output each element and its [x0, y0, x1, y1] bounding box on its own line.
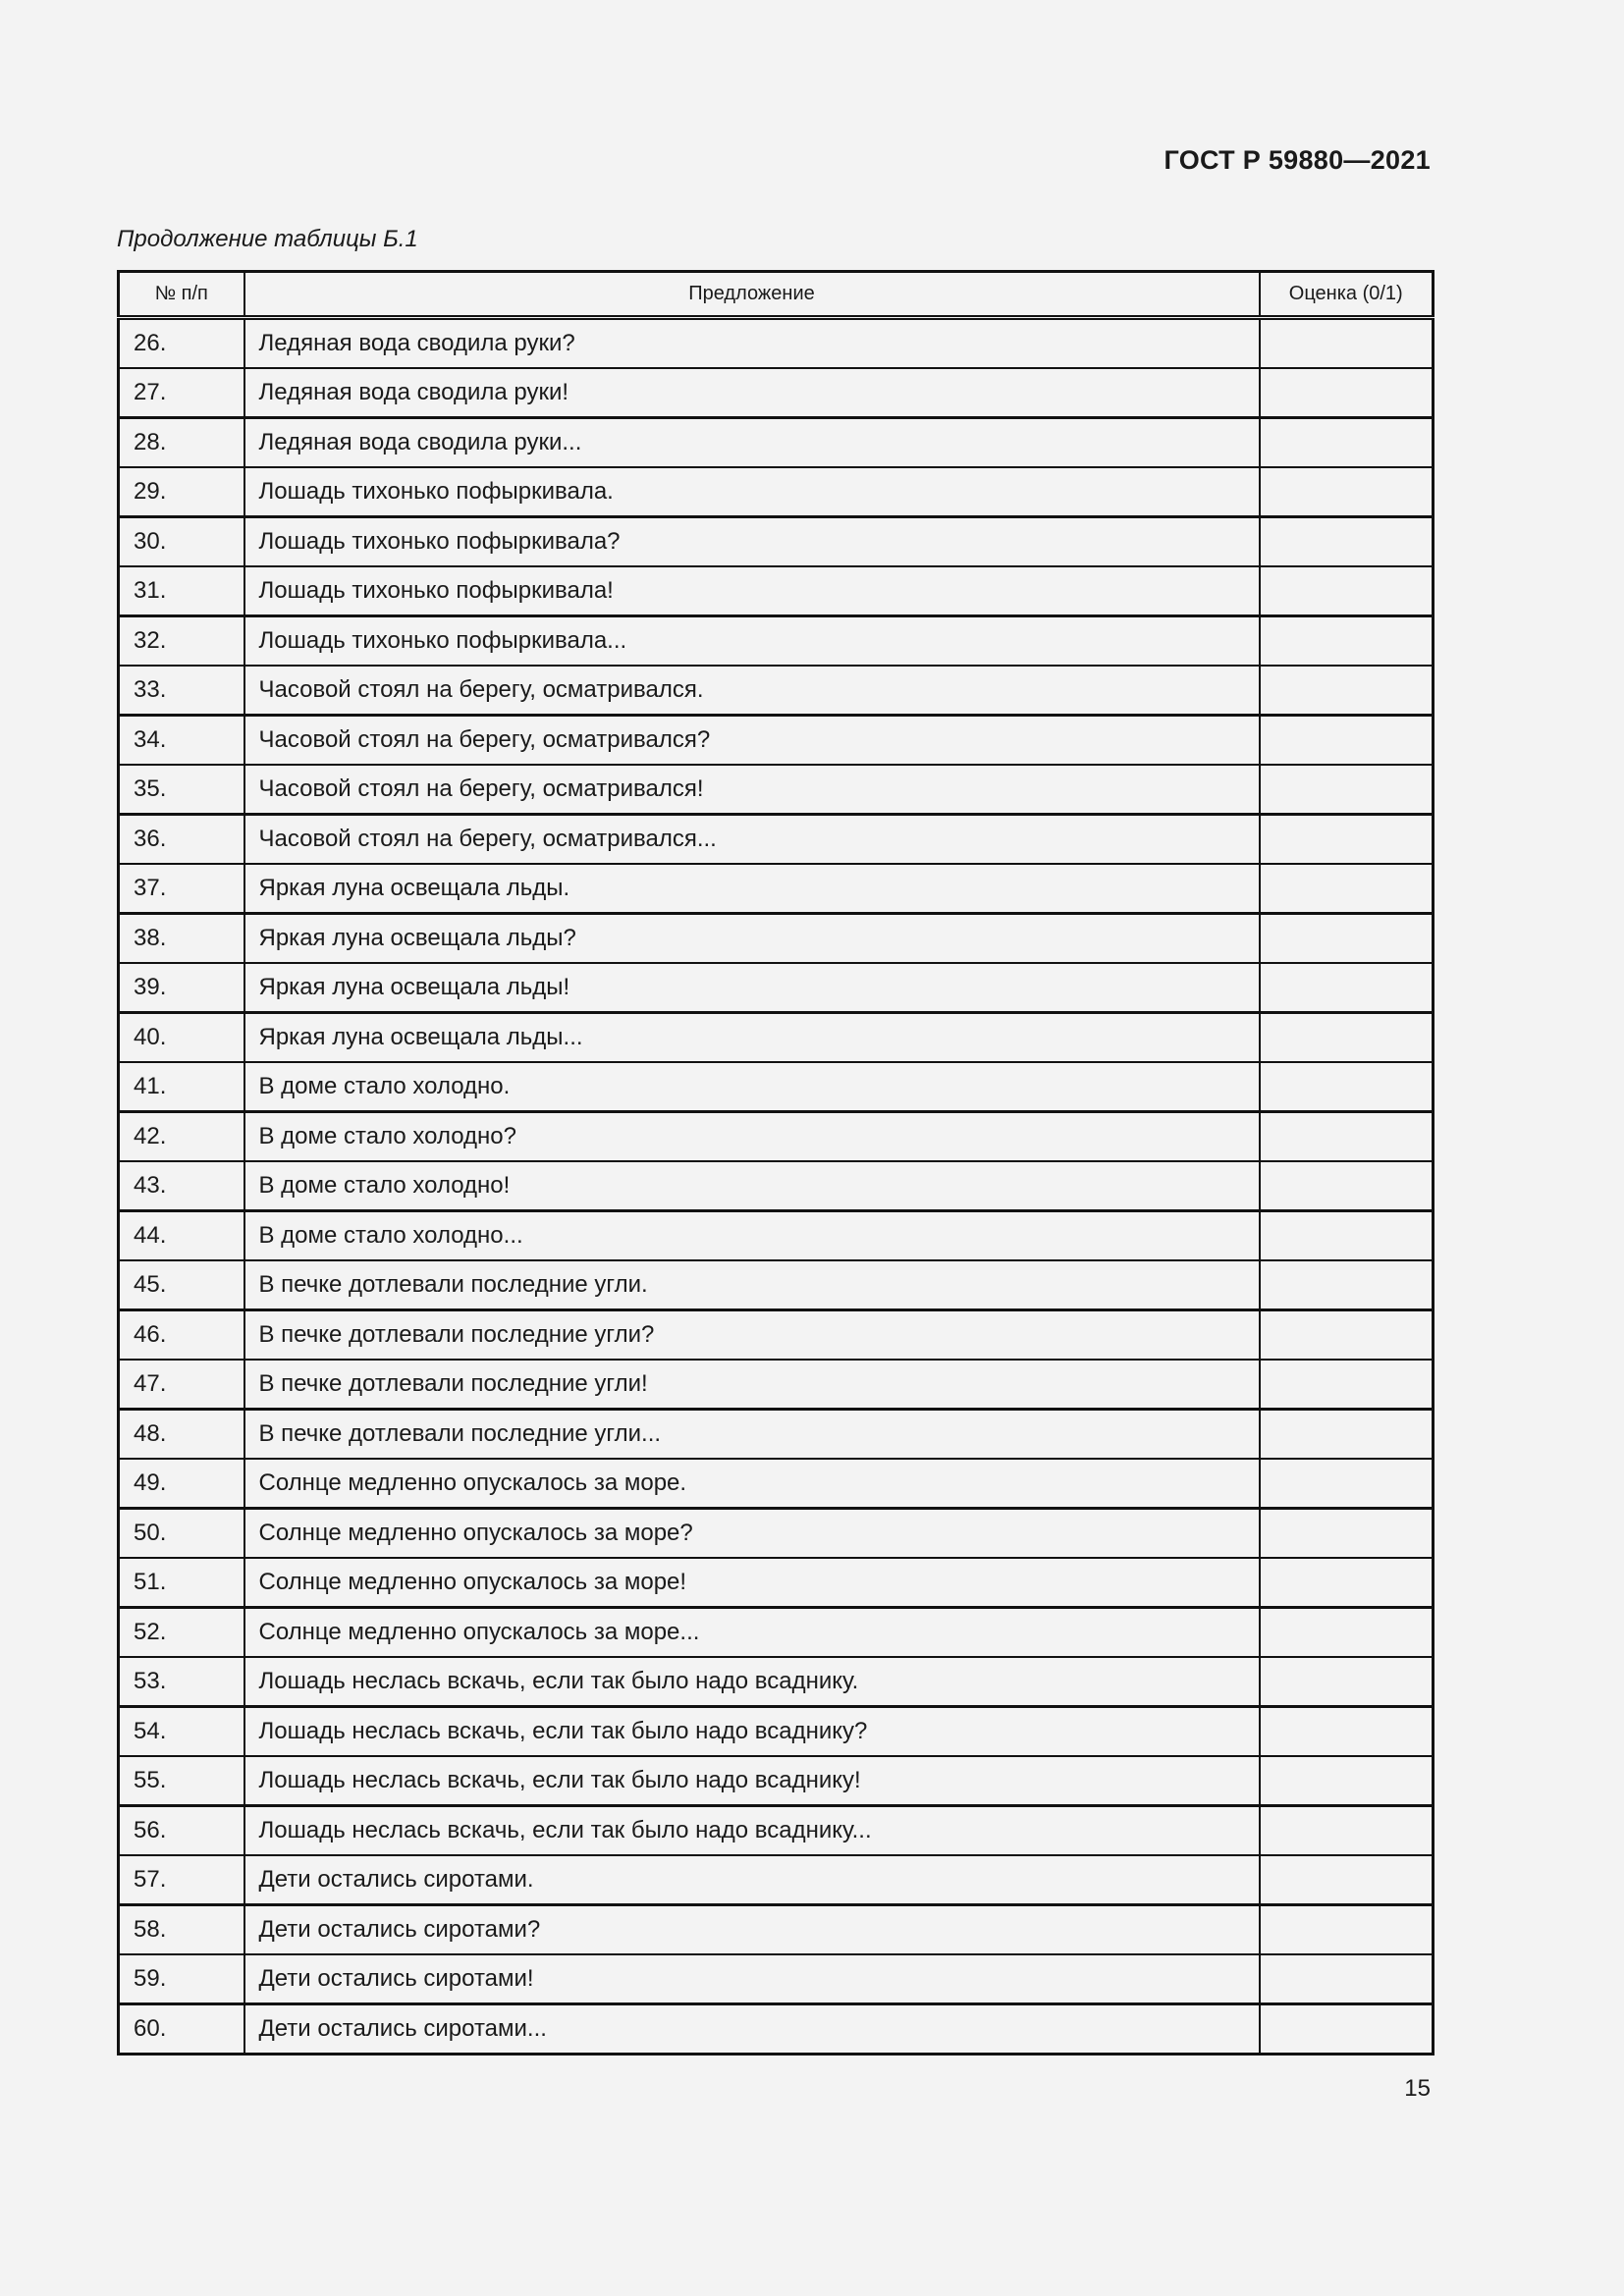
- sentence-cell: В печке дотлевали последние угли?: [244, 1310, 1260, 1361]
- sentence-cell: Яркая луна освещала льды?: [244, 914, 1260, 964]
- column-header-number: № п/п: [119, 272, 244, 318]
- row-number: 37.: [119, 864, 244, 914]
- row-number: 48.: [119, 1410, 244, 1460]
- table-row: [119, 566, 1434, 616]
- sentence-cell: Часовой стоял на берегу, осматривался...: [244, 815, 1260, 865]
- row-number: 34.: [119, 716, 244, 766]
- sentence-cell: Солнце медленно опускалось за море?: [244, 1509, 1260, 1559]
- table-caption: Продолжение таблицы Б.1: [117, 226, 418, 252]
- score-cell[interactable]: [1260, 765, 1434, 815]
- table-body: [119, 318, 1434, 2055]
- table-row: [119, 517, 1434, 567]
- row-number: 26.: [119, 318, 244, 369]
- sentence-cell: Ледяная вода сводила руки...: [244, 418, 1260, 468]
- row-number: 45.: [119, 1260, 244, 1310]
- sentence-cell: Часовой стоял на берегу, осматривался!: [244, 765, 1260, 815]
- table-row: [119, 1161, 1434, 1211]
- row-number: 50.: [119, 1509, 244, 1559]
- score-cell[interactable]: [1260, 666, 1434, 716]
- row-number: 36.: [119, 815, 244, 865]
- table-row: [119, 318, 1434, 369]
- score-cell[interactable]: [1260, 318, 1434, 369]
- sentence-cell: В доме стало холодно?: [244, 1112, 1260, 1162]
- score-cell[interactable]: [1260, 1806, 1434, 1856]
- score-cell[interactable]: [1260, 418, 1434, 468]
- sentence-cell: В печке дотлевали последние угли.: [244, 1260, 1260, 1310]
- score-cell[interactable]: [1260, 1310, 1434, 1361]
- table-row: [119, 1657, 1434, 1707]
- score-cell[interactable]: [1260, 1062, 1434, 1112]
- table-row: [119, 1855, 1434, 1905]
- row-number: 33.: [119, 666, 244, 716]
- table-row: [119, 864, 1434, 914]
- sentence-cell: В доме стало холодно!: [244, 1161, 1260, 1211]
- score-cell[interactable]: [1260, 1707, 1434, 1757]
- row-number: 60.: [119, 2004, 244, 2055]
- sentence-cell: Лошадь неслась вскачь, если так было надо всаднику.: [244, 1657, 1260, 1707]
- table-row: [119, 616, 1434, 667]
- row-number: 40.: [119, 1013, 244, 1063]
- score-cell[interactable]: [1260, 864, 1434, 914]
- row-number: 28.: [119, 418, 244, 468]
- page-number: 15: [1404, 2075, 1431, 2102]
- row-number: 35.: [119, 765, 244, 815]
- row-number: 51.: [119, 1558, 244, 1608]
- table-row: [119, 963, 1434, 1013]
- score-cell[interactable]: [1260, 1410, 1434, 1460]
- table-row: [119, 1260, 1434, 1310]
- table-row: [119, 1112, 1434, 1162]
- row-number: 31.: [119, 566, 244, 616]
- table-row: [119, 418, 1434, 468]
- row-number: 52.: [119, 1608, 244, 1658]
- sentence-cell: В доме стало холодно...: [244, 1211, 1260, 1261]
- score-cell[interactable]: [1260, 1013, 1434, 1063]
- row-number: 53.: [119, 1657, 244, 1707]
- row-number: 27.: [119, 368, 244, 418]
- table-row: [119, 765, 1434, 815]
- sentence-cell: Солнце медленно опускалось за море...: [244, 1608, 1260, 1658]
- sentence-cell: Ледяная вода сводила руки!: [244, 368, 1260, 418]
- row-number: 30.: [119, 517, 244, 567]
- score-cell[interactable]: [1260, 1509, 1434, 1559]
- table-header-row: [119, 272, 1434, 318]
- row-number: 55.: [119, 1756, 244, 1806]
- table-row: [119, 368, 1434, 418]
- row-number: 29.: [119, 467, 244, 517]
- table-row: [119, 1756, 1434, 1806]
- score-cell[interactable]: [1260, 716, 1434, 766]
- sentence-cell: Лошадь тихонько пофыркивала...: [244, 616, 1260, 667]
- table-row: [119, 1410, 1434, 1460]
- score-cell[interactable]: [1260, 815, 1434, 865]
- table-row: [119, 1806, 1434, 1856]
- sentence-cell: Лошадь тихонько пофыркивала?: [244, 517, 1260, 567]
- table-row: [119, 2004, 1434, 2055]
- score-cell[interactable]: [1260, 1558, 1434, 1608]
- table-row: [119, 716, 1434, 766]
- row-number: 58.: [119, 1905, 244, 1955]
- row-number: 49.: [119, 1459, 244, 1509]
- sentence-cell: Дети остались сиротами?: [244, 1905, 1260, 1955]
- score-cell[interactable]: [1260, 1608, 1434, 1658]
- sentence-cell: Яркая луна освещала льды.: [244, 864, 1260, 914]
- sentence-cell: Часовой стоял на берегу, осматривался?: [244, 716, 1260, 766]
- score-cell[interactable]: [1260, 368, 1434, 418]
- score-cell[interactable]: [1260, 1360, 1434, 1410]
- row-number: 44.: [119, 1211, 244, 1261]
- row-number: 32.: [119, 616, 244, 667]
- score-cell[interactable]: [1260, 616, 1434, 667]
- sentence-cell: Лошадь неслась вскачь, если так было надо всаднику!: [244, 1756, 1260, 1806]
- sentence-cell: Лошадь неслась вскачь, если так было надо всаднику...: [244, 1806, 1260, 1856]
- row-number: 59.: [119, 1954, 244, 2004]
- table-row: [119, 1211, 1434, 1261]
- row-number: 39.: [119, 963, 244, 1013]
- sentence-cell: Лошадь тихонько пофыркивала!: [244, 566, 1260, 616]
- column-header-sentence: Предложение: [244, 272, 1260, 318]
- table-row: [119, 1062, 1434, 1112]
- sentence-cell: Дети остались сиротами!: [244, 1954, 1260, 2004]
- row-number: 47.: [119, 1360, 244, 1410]
- score-cell[interactable]: [1260, 914, 1434, 964]
- document-code: ГОСТ Р 59880—2021: [1164, 145, 1431, 175]
- sentence-cell: Яркая луна освещала льды...: [244, 1013, 1260, 1063]
- sentence-cell: В печке дотлевали последние угли...: [244, 1410, 1260, 1460]
- row-number: 42.: [119, 1112, 244, 1162]
- score-cell[interactable]: [1260, 1954, 1434, 2004]
- table-row: [119, 666, 1434, 716]
- sentence-cell: Часовой стоял на берегу, осматривался.: [244, 666, 1260, 716]
- sentence-cell: Ледяная вода сводила руки?: [244, 318, 1260, 369]
- table-row: [119, 1707, 1434, 1757]
- table-row: [119, 1013, 1434, 1063]
- table-row: [119, 815, 1434, 865]
- table-row: [119, 1558, 1434, 1608]
- sentence-cell: Солнце медленно опускалось за море!: [244, 1558, 1260, 1608]
- sentence-cell: Солнце медленно опускалось за море.: [244, 1459, 1260, 1509]
- score-cell[interactable]: [1260, 963, 1434, 1013]
- score-cell[interactable]: [1260, 1211, 1434, 1261]
- column-header-score: Оценка (0/1): [1260, 272, 1434, 318]
- table-row: [119, 467, 1434, 517]
- score-cell[interactable]: [1260, 1112, 1434, 1162]
- row-number: 38.: [119, 914, 244, 964]
- row-number: 46.: [119, 1310, 244, 1361]
- sentence-cell: Лошадь неслась вскачь, если так было надо всаднику?: [244, 1707, 1260, 1757]
- row-number: 41.: [119, 1062, 244, 1112]
- sentence-cell: В доме стало холодно.: [244, 1062, 1260, 1112]
- score-cell[interactable]: [1260, 1657, 1434, 1707]
- score-cell[interactable]: [1260, 1905, 1434, 1955]
- table-row: [119, 1310, 1434, 1361]
- table-row: [119, 1905, 1434, 1955]
- score-cell[interactable]: [1260, 1855, 1434, 1905]
- table-row: [119, 1954, 1434, 2004]
- sentence-cell: В печке дотлевали последние угли!: [244, 1360, 1260, 1410]
- score-cell[interactable]: [1260, 467, 1434, 517]
- score-cell[interactable]: [1260, 1161, 1434, 1211]
- table-row: [119, 914, 1434, 964]
- row-number: 57.: [119, 1855, 244, 1905]
- row-number: 54.: [119, 1707, 244, 1757]
- score-cell[interactable]: [1260, 1260, 1434, 1310]
- sentence-cell: Дети остались сиротами...: [244, 2004, 1260, 2055]
- score-cell[interactable]: [1260, 1756, 1434, 1806]
- sentences-table: [117, 270, 1435, 2056]
- sentence-cell: Лошадь тихонько пофыркивала.: [244, 467, 1260, 517]
- table-row: [119, 1608, 1434, 1658]
- score-cell[interactable]: [1260, 517, 1434, 567]
- score-cell[interactable]: [1260, 566, 1434, 616]
- row-number: 43.: [119, 1161, 244, 1211]
- table-row: [119, 1509, 1434, 1559]
- score-cell[interactable]: [1260, 1459, 1434, 1509]
- table-row: [119, 1360, 1434, 1410]
- table-row: [119, 1459, 1434, 1509]
- row-number: 56.: [119, 1806, 244, 1856]
- score-cell[interactable]: [1260, 2004, 1434, 2055]
- sentence-cell: Дети остались сиротами.: [244, 1855, 1260, 1905]
- sentence-cell: Яркая луна освещала льды!: [244, 963, 1260, 1013]
